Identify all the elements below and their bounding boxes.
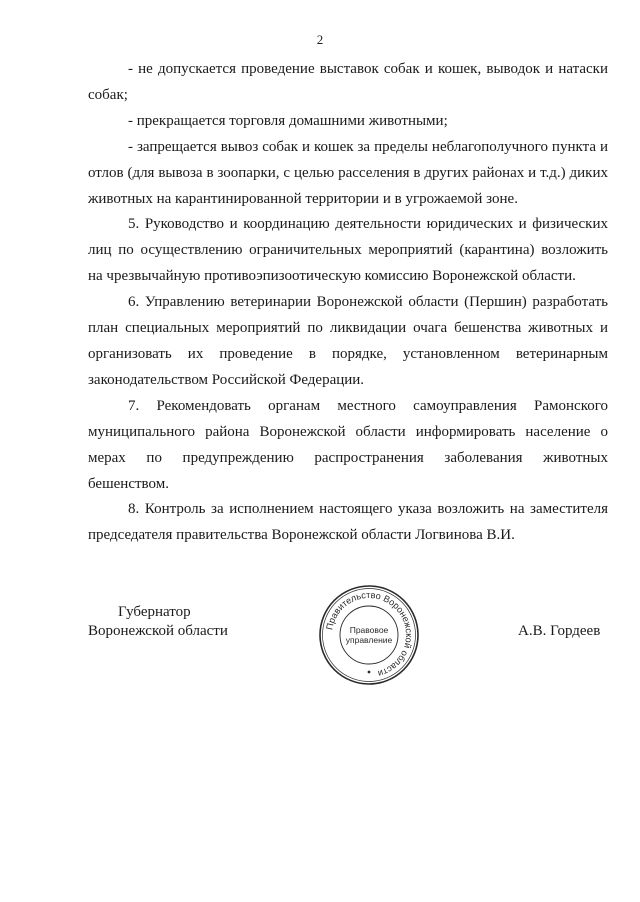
paragraph: - не допускается проведение выставок собак и кошек, выводок и натаски собак; bbox=[88, 61, 608, 103]
paragraph: - запрещается вывоз собак и кошек за пределы неблагополучного пункта и отлов (для вывоза в зоопарки, с целью расселения в других районах и т.д.) диких животных на карантинированной территории и в угрожаемой зоне. bbox=[88, 138, 608, 207]
seal-ring-text: Правительство Воронежской области bbox=[324, 589, 415, 679]
document-body bbox=[88, 57, 608, 549]
seal-dot-icon bbox=[368, 671, 371, 674]
seal-center-line2: управление bbox=[345, 635, 393, 645]
paragraph: 6. Управлению ветеринарии Воронежской области (Першин) разработать план специальных мероприятий по ликвидации очага бешенства животных и организовать их проведение в порядке, установленном ветеринарным законодательством Российской Федерации. bbox=[88, 294, 608, 388]
official-seal bbox=[318, 584, 420, 686]
seal-center-line1: Правовое bbox=[349, 625, 389, 635]
page-number: 2 bbox=[316, 32, 324, 47]
paragraph: 8. Контроль за исполнением настоящего указа возложить на заместителя председателя правительства Воронежской области Логвинова В.И. bbox=[88, 501, 608, 544]
signatory-title-line2: Воронежской области bbox=[88, 623, 228, 639]
signatory-title-line1: Губернатор bbox=[118, 604, 191, 620]
paragraph: 7. Рекомендовать органам местного самоуправления Рамонского муниципального района Воронежской области информировать население о мерах по предупреждению распространения заболевания животных бешенством. bbox=[88, 397, 608, 492]
signatory-title bbox=[88, 603, 288, 641]
paragraph: - прекращается торговля домашними животными; bbox=[128, 112, 448, 129]
signatory-name: А.В. Гордеев bbox=[518, 623, 601, 639]
paragraph: 5. Руководство и координацию деятельности юридических и физических лиц по осуществлению ограничительных мероприятий (карантина) возложить на чрезвычайную противоэпизоотическую комиссию Воронежской области. bbox=[88, 216, 608, 285]
